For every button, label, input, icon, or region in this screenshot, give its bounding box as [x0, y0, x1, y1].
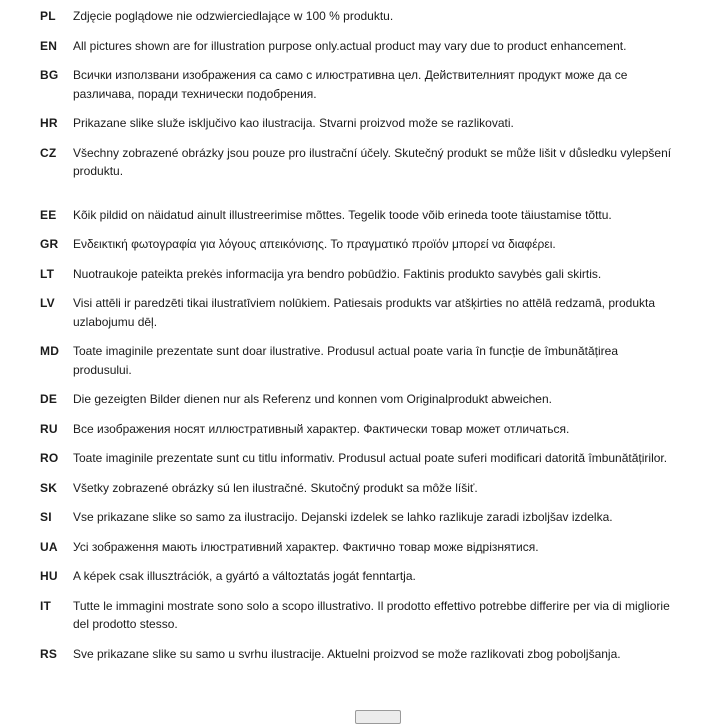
disclaimer-row — [40, 449, 680, 468]
disclaimer-text: Tutte le immagini mostrate sono solo a scopo illustrativo. Il prodotto effettivo potrebbe differire per via di migliorie del prodotto stesso. — [73, 598, 670, 631]
disclaimer-row — [40, 114, 680, 133]
disclaimer-text: Nuotraukoje pateikta prekės informacija yra bendro pobūdžio. Faktinis produkto savybės gali skirtis. — [73, 266, 602, 281]
language-code: CZ — [40, 145, 57, 160]
disclaimer-row — [40, 294, 680, 331]
language-code: LT — [40, 266, 55, 281]
disclaimer-text: Vse prikazane slike so samo za ilustracijo. Dejanski izdelek se lahko razlikuje zaradi izboljšav izdelka. — [73, 510, 613, 524]
disclaimer-row — [40, 567, 680, 586]
disclaimer-text: Die gezeigten Bilder dienen nur als Referenz und konnen vom Originalprodukt abweichen. — [73, 392, 552, 406]
disclaimer-text: Kõik pildid on näidatud ainult illustreerimise mõttes. Tegelik toode võib erineda toote täiustamise tõttu. — [73, 207, 612, 222]
language-code: EN — [40, 38, 58, 53]
disclaimer-row — [40, 538, 680, 557]
disclaimer-row — [40, 390, 680, 409]
disclaimer-text: Zdjęcie poglądowe nie odzwierciedlające w 100 % produktu. — [73, 9, 394, 23]
disclaimer-text: Všetky zobrazené obrázky sú len ilustračné. Skutočný produkt sa môže líšiť. — [73, 480, 478, 495]
disclaimer-text: Ενδεικτική φωτογραφία για λόγους απεικόνισης. Το πραγματικό προϊόν μπορεί να διαφέρει. — [73, 237, 556, 251]
language-code: HR — [40, 116, 58, 130]
disclaimer-text: Toate imaginile prezentate sunt doar ilustrative. Produsul actual poate varia în funcție de îmbunătățirea produsului. — [73, 344, 618, 377]
disclaimer-text: Всички използвани изображения са само с илюстративна цел. Действителният продукт може да се различава, поради технически подобрения. — [73, 68, 628, 101]
disclaimer-row — [40, 342, 680, 379]
disclaimer-row — [40, 66, 680, 103]
disclaimer-row — [40, 7, 680, 26]
disclaimer-row — [40, 479, 680, 498]
disclaimer-row — [40, 508, 680, 527]
disclaimer-row — [40, 235, 680, 254]
language-code: RO — [40, 451, 59, 465]
disclaimer-text: Все изображения носят иллюстративный характер. Фактически товар может отличаться. — [73, 421, 570, 436]
language-code: IT — [40, 598, 52, 613]
language-code: UA — [40, 539, 58, 554]
disclaimer-row — [40, 265, 680, 284]
language-code: SK — [40, 480, 58, 495]
disclaimer-text: Усі зображення мають ілюстративний характер. Фактично товар може відрізнятися. — [73, 539, 539, 554]
language-code: LV — [40, 296, 55, 310]
language-code: RS — [40, 646, 58, 661]
disclaimer-text: All pictures shown are for illustration purpose only.actual product may vary due to product enhancement. — [73, 38, 627, 53]
disclaimer-row — [40, 645, 680, 664]
disclaimer-text: Prikazane slike služe isključivo kao ilustracija. Stvarni proizvod može se razlikovati. — [73, 116, 514, 130]
disclaimer-text: A képek csak illusztrációk, a gyártó a változtatás jogát fenntartja. — [73, 569, 416, 583]
language-code: RU — [40, 421, 58, 436]
disclaimer-row — [40, 37, 680, 56]
cropped-image-fragment — [355, 710, 401, 724]
language-code: EE — [40, 207, 57, 222]
disclaimer-text: Toate imaginile prezentate sunt cu titlu informativ. Produsul actual poate suferi modificari datorită îmbunătățirilor. — [73, 451, 668, 465]
language-code: GR — [40, 237, 59, 251]
language-code: PL — [40, 9, 56, 23]
language-code: HU — [40, 569, 58, 583]
disclaimer-row — [40, 206, 680, 225]
language-code: BG — [40, 68, 59, 82]
disclaimer-row — [40, 597, 680, 634]
disclaimer-row — [40, 420, 680, 439]
disclaimer-text: Visi attēli ir paredzēti tikai ilustratīviem nolūkiem. Patiesais produkts var atšķirties no attēlā redzamā, produkta uzlabojumu dēļ. — [73, 296, 656, 329]
language-code: SI — [40, 510, 52, 524]
disclaimer-text: Sve prikazane slike su samo u svrhu ilustracije. Aktuelni proizvod se može razlikovati zbog poboljšanja. — [73, 646, 621, 661]
language-code: MD — [40, 344, 60, 358]
disclaimer-text: Všechny zobrazené obrázky jsou pouze pro ilustrační účely. Skutečný produkt se může lišit v důsledku vylepšení produktu. — [73, 145, 672, 178]
disclaimer-row — [40, 144, 680, 181]
language-code: DE — [40, 392, 58, 406]
